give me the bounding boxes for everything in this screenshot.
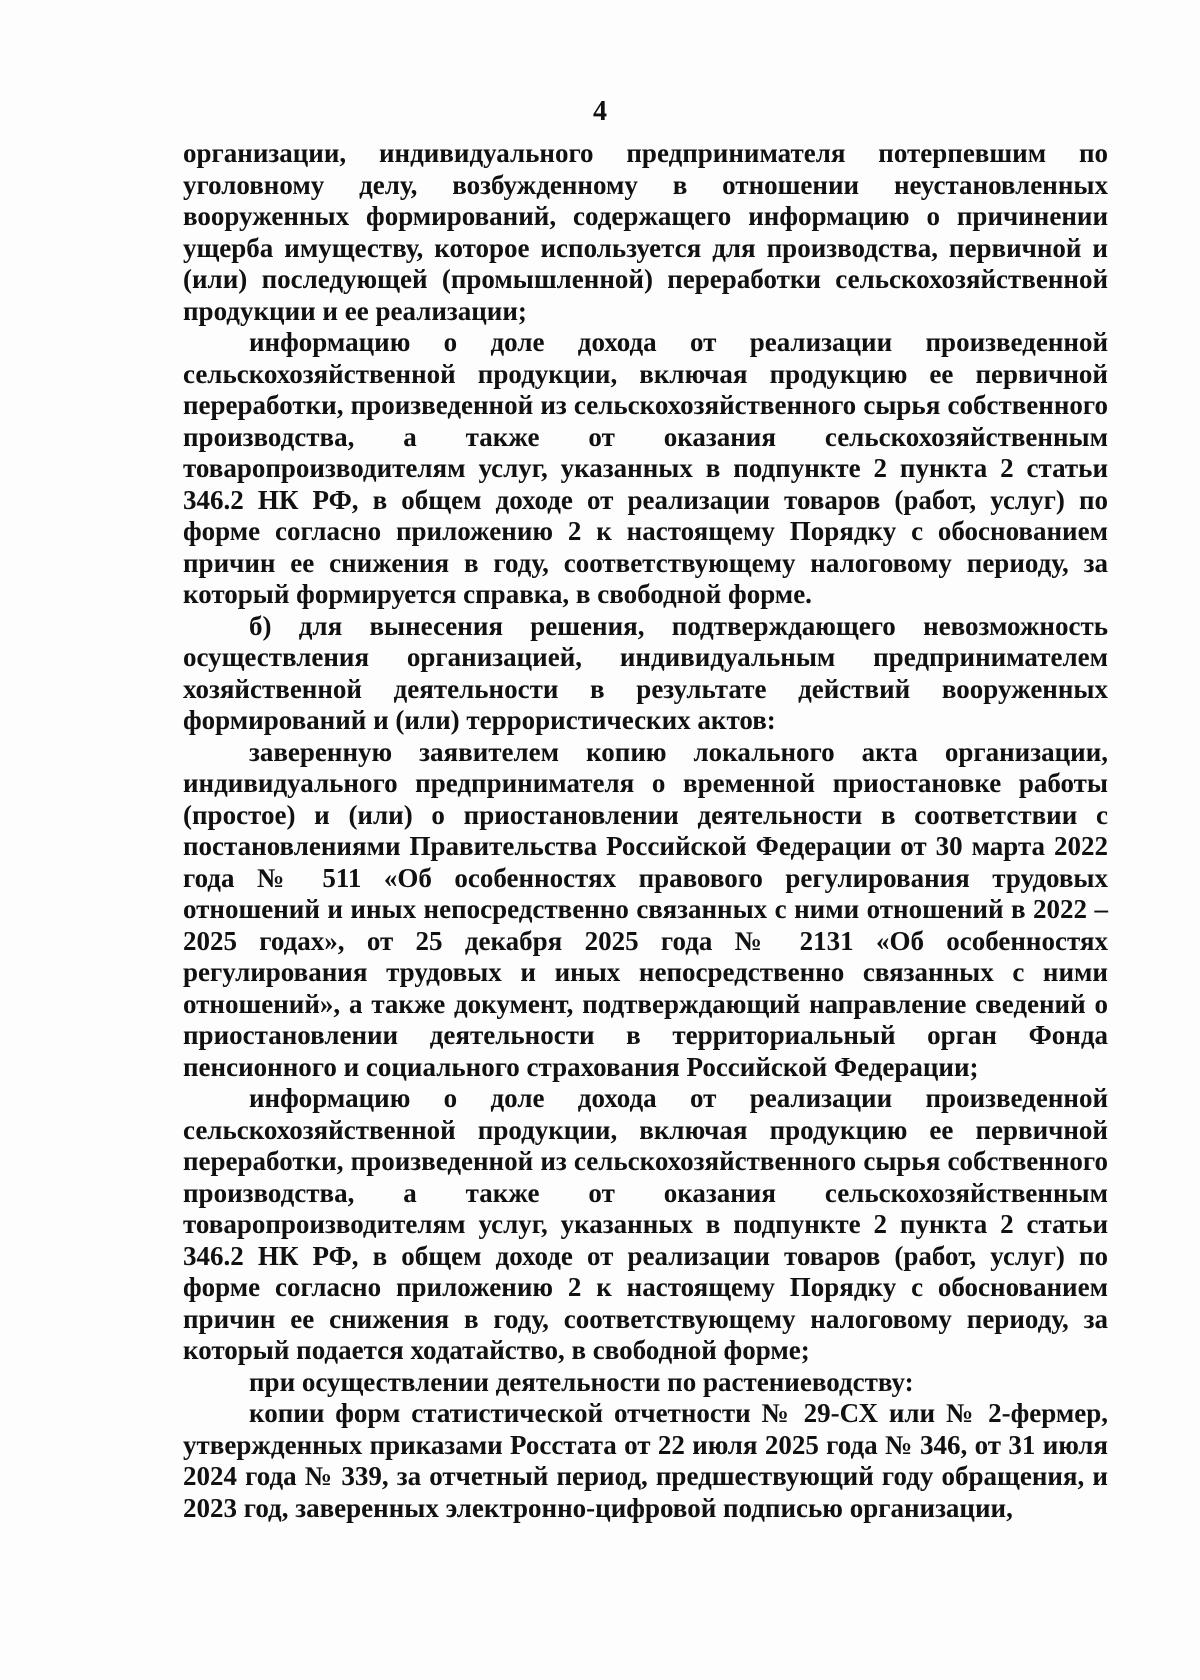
paragraph-continuation: организации, индивидуального предпринимателя потерпевшим по уголовному делу, возбужденному в отношении неустановленных вооруженных формирований, содержащего информацию о причинении ущерба имуществу, которое используется для производства, первичной и (или) последующей (промышленной) переработки сельскохозяйственной продукции и ее реализации; [183, 138, 1108, 326]
paragraph: б) для вынесения решения, подтверждающего невозможность осуществления организацией, индивидуальным предпринимателем хозяйственной деятельности в результате действий вооруженных формирований и (или) террористических актов: [183, 610, 1108, 735]
paragraph: заверенную заявителем копию локального акта организации, индивидуального предпринимателя о временной приостановке работы (простое) и (или) о приостановлении деятельности в соответствии с постановлениями Правительства Российской Федерации от 30 марта 2022 года № 511 «Об особенностях правового регулирования трудовых отношений и иных непосредственно связанных с ними отношений в 2022 – 2025 годах», от 25 декабря 2025 года № 2131 «Об особенностях регулирования трудовых и иных непосредственно связанных с ними отношений», а также документ, подтверждающий направление сведений о приостановлении деятельности в территориальный орган Фонда пенсионного и социального страхования Российской Федерации; [183, 736, 1108, 1082]
paragraph: копии форм статистической отчетности № 29-СХ или № 2-фермер, утвержденных приказами Росстата от 22 июля 2025 года № 346, от 31 июля 2024 года № 339, за отчетный период, предшествующий году обращения, и 2023 год, заверенных электронно-цифровой подписью организации, [183, 1398, 1108, 1523]
paragraph: информацию о доле дохода от реализации произведенной сельскохозяйственной продукции, включая продукцию ее первичной переработки, произведенной из сельскохозяйственного сырья собственного производства, а также от оказания сельскохозяйственным товаропроизводителям услуг, указанных в подпункте 2 пункта 2 статьи 346.2 НК РФ, в общем доходе от реализации товаров (работ, услуг) по форме согласно приложению 2 к настоящему Порядку с обоснованием причин ее снижения в году, соответствующему налоговому периоду, за который формируется справка, в свободной форме. [183, 327, 1108, 609]
document-body [183, 138, 1108, 1524]
paragraph: при осуществлении деятельности по растениеводству: [249, 1366, 914, 1397]
paragraph: информацию о доле дохода от реализации произведенной сельскохозяйственной продукции, включая продукцию ее первичной переработки, произведенной из сельскохозяйственного сырья собственного производства, а также от оказания сельскохозяйственным товаропроизводителям услуг, указанных в подпункте 2 пункта 2 статьи 346.2 НК РФ, в общем доходе от реализации товаров (работ, услуг) по форме согласно приложению 2 к настоящему Порядку с обоснованием причин ее снижения в году, соответствующему налоговому периоду, за который подается ходатайство, в свободной форме; [183, 1083, 1108, 1365]
page-number: 4 [593, 96, 607, 127]
